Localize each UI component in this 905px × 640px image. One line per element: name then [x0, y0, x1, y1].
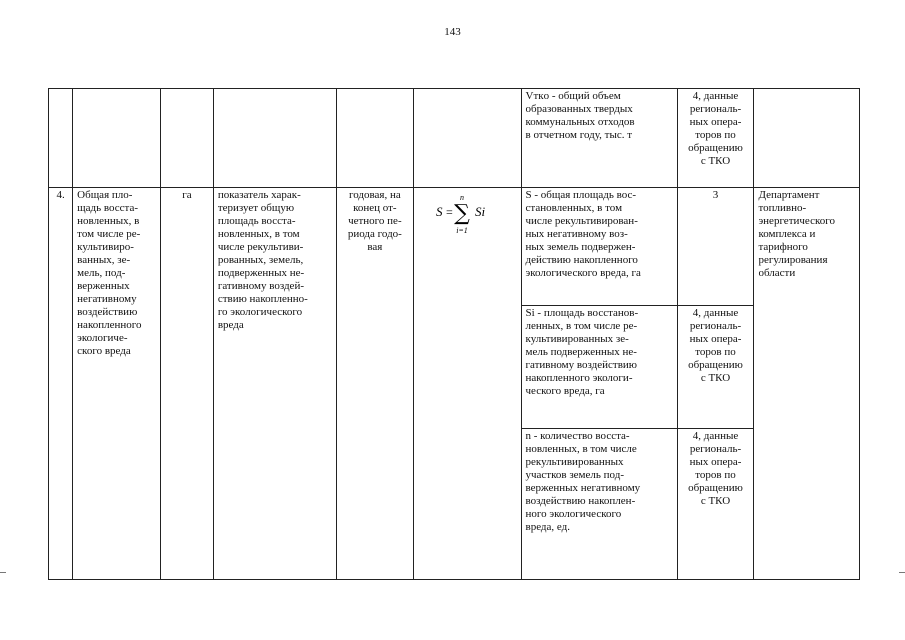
cell-empty: [49, 89, 73, 188]
variable-v-tko: Vткo - общий объем образованных твердых коммунальных отходов в отчетном году, тыс. т: [521, 89, 677, 188]
indicator-name: Общая пло- щадь восста- новленных, в том числе ре- культивиро- ванных, зе- мель, под- верженных негативному воздействию накопленного экологиче- ского вреда: [73, 188, 161, 580]
source-cell: 4, данные региональ- ных опера- торов по обращению с ТКО: [677, 429, 754, 580]
variable-s: S - общая площадь вос- становленных, в том числе рекультивирован- ных негативному воз- ных земель подвержен- действию накопленного экологического вреда, га: [521, 188, 677, 306]
source-cell: 4, данные региональ- ных опера- торов по обращению с ТКО: [677, 89, 754, 188]
responsible-department: Департамент топливно- энергетического комплекса и тарифного регулирования области: [754, 188, 860, 580]
cell-empty: [413, 89, 521, 188]
cell-empty: [161, 89, 214, 188]
cell-empty: [213, 89, 336, 188]
formula-upper-limit: n: [460, 193, 465, 202]
formula-term: Si: [475, 204, 486, 219]
sum-formula: [432, 191, 502, 235]
formula-cell: [413, 188, 521, 580]
formula-lhs: S: [436, 204, 443, 219]
page-number: 143: [444, 26, 461, 38]
variable-si: Si - площадь восстанов- ленных, в том числе ре- культивированных зе- мель подверженных не- гативному воздействию накопленного экологи- ческого вреда, га: [521, 306, 677, 429]
indicator-table: [48, 88, 860, 580]
cell-empty: [754, 89, 860, 188]
indicator-description: показатель харак- теризует общую площадь восста- новленных, в том числе рекультиви- рованных, земель, подверженных не- гативному воздей- ствию накопленно- го экологического вреда: [213, 188, 336, 580]
sigma-icon: ∑: [454, 201, 471, 226]
source-cell: 4, данные региональ- ных опера- торов по обращению с ТКО: [677, 306, 754, 429]
unit-cell: га: [161, 188, 214, 580]
row-number: 4.: [49, 188, 73, 580]
variable-n: n - количество восста- новленных, в том числе рекультивированных участков земель под- верженных негативному воздействию накоплен- ного экологического вреда, ед.: [521, 429, 677, 580]
source-cell: 3: [677, 188, 754, 306]
table-row-continued: [49, 89, 860, 188]
formula-equals: =: [446, 205, 453, 219]
cell-empty: [73, 89, 161, 188]
formula-lower-limit: i=1: [456, 226, 468, 235]
cell-empty: [336, 89, 413, 188]
margin-mark: [899, 572, 905, 573]
periodicity-cell: годовая, на конец от- четного пе- риода годо- вая: [336, 188, 413, 580]
table-row-4: [49, 188, 860, 306]
margin-mark: [0, 572, 6, 573]
